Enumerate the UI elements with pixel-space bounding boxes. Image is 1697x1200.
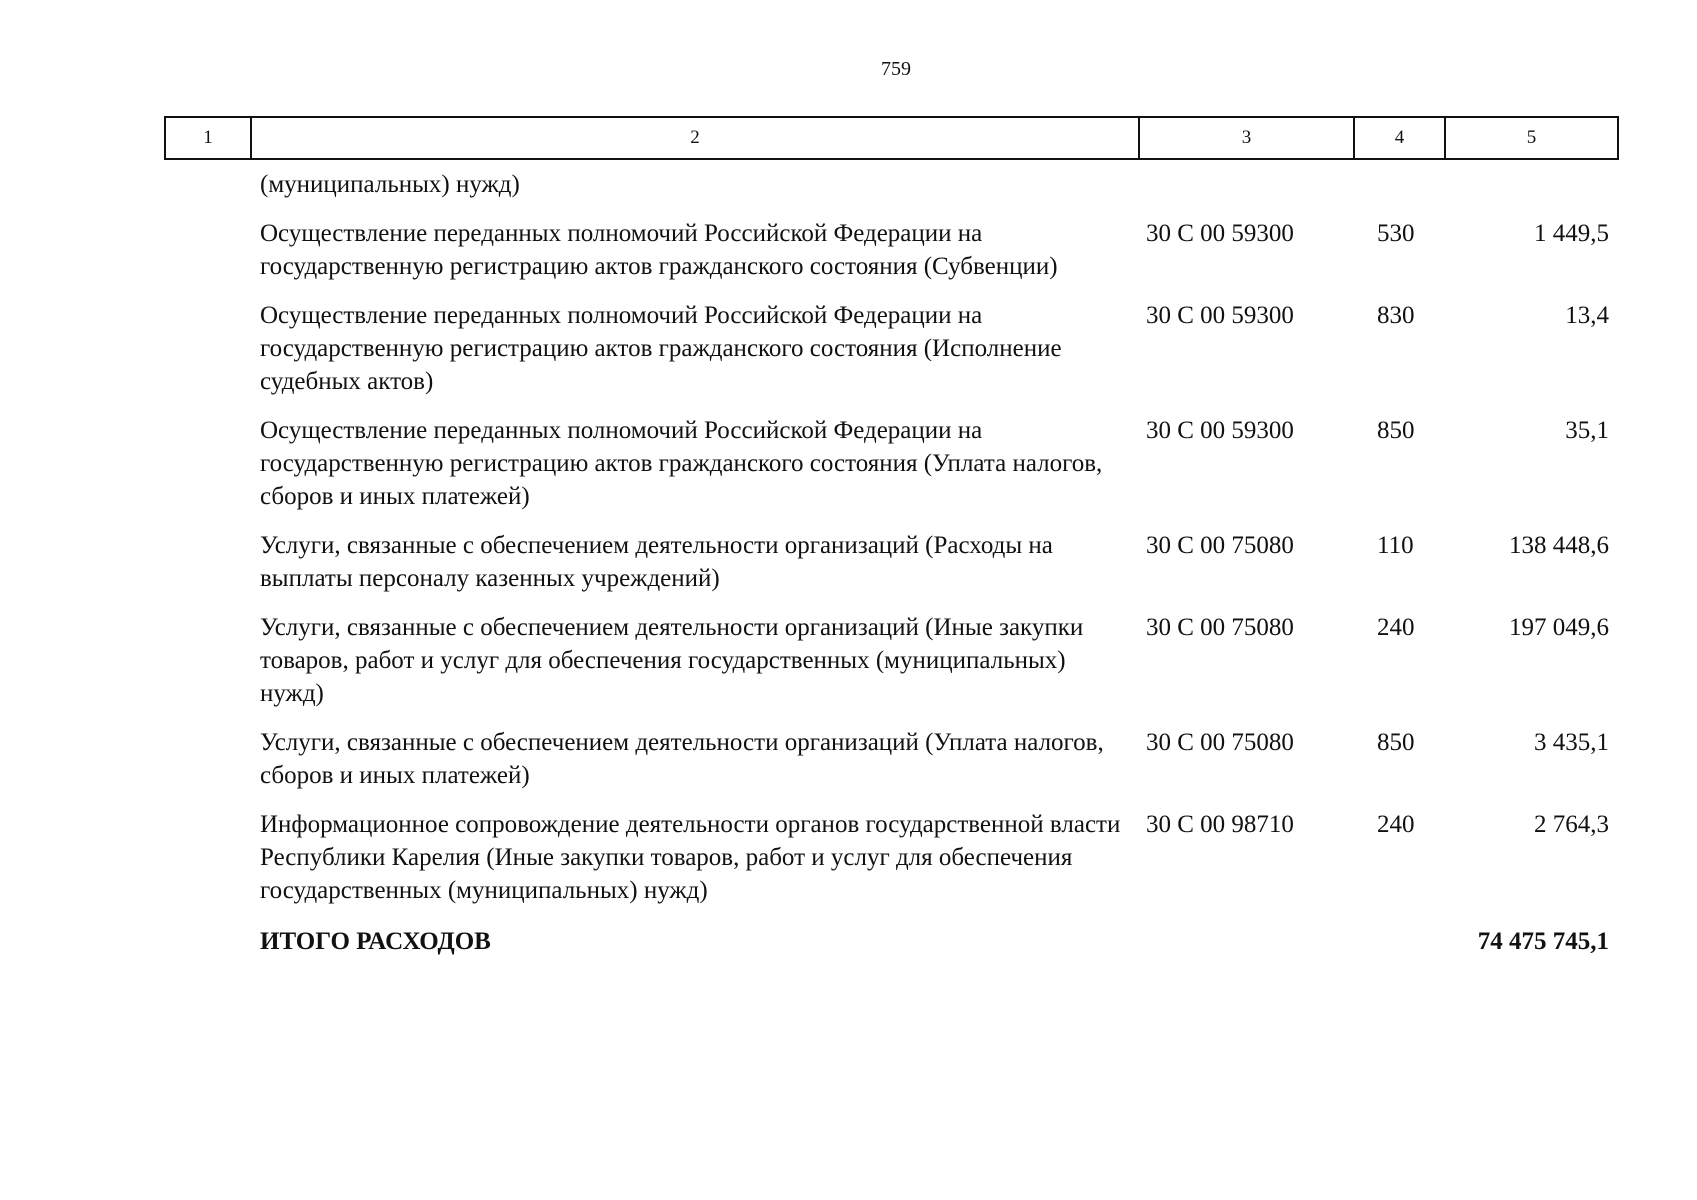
row-type: 850	[1377, 729, 1415, 756]
table-row	[164, 808, 1617, 923]
row-type: 240	[1377, 614, 1415, 641]
row-code: 30 С 00 59300	[1146, 302, 1294, 329]
continuation-row	[164, 168, 1617, 217]
table-row	[164, 726, 1617, 808]
column-header-row	[165, 117, 1618, 159]
row-description: Информационное сопровождение деятельности органов государственной власти Республики Карелия (Иные закупки товаров, работ и услуг для обеспечения государственных (муниципальных) нужд)	[260, 811, 1121, 904]
column-header-5: 5	[1445, 117, 1618, 159]
row-code: 30 С 00 75080	[1146, 729, 1294, 756]
row-code: 30 С 00 98710	[1146, 811, 1294, 838]
continuation-text: (муниципальных) нужд)	[260, 171, 520, 198]
table-row	[164, 299, 1617, 414]
row-description: Осуществление переданных полномочий Российской Федерации на государственную регистрацию актов гражданского состояния (Уплата налогов, сборов и иных платежей)	[260, 417, 1103, 510]
table-row	[164, 414, 1617, 529]
row-description: Услуги, связанные с обеспечением деятельности организаций (Иные закупки товаров, работ и услуг для обеспечения государственных (муниципальных) нужд)	[260, 614, 1084, 707]
row-amount: 35,1	[1565, 417, 1609, 444]
column-header-4: 4	[1354, 117, 1445, 159]
row-description: Осуществление переданных полномочий Российской Федерации на государственную регистрацию актов гражданского состояния (Субвенции)	[260, 220, 1058, 280]
row-amount: 13,4	[1565, 302, 1609, 329]
table-row	[164, 611, 1617, 726]
total-row	[164, 923, 1617, 958]
column-header-table	[164, 116, 1619, 160]
row-type: 240	[1377, 811, 1415, 838]
row-code: 30 С 00 75080	[1146, 532, 1294, 559]
row-description: Осуществление переданных полномочий Российской Федерации на государственную регистрацию актов гражданского состояния (Исполнение судебных актов)	[260, 302, 1062, 395]
row-amount: 3 435,1	[1534, 729, 1609, 756]
row-type: 830	[1377, 302, 1415, 329]
row-amount: 1 449,5	[1534, 220, 1609, 247]
row-amount: 197 049,6	[1509, 614, 1609, 641]
total-label: ИТОГО РАСХОДОВ	[260, 928, 491, 955]
column-header-1: 1	[165, 117, 251, 159]
row-amount: 2 764,3	[1534, 811, 1609, 838]
row-type: 530	[1377, 220, 1415, 247]
row-code: 30 С 00 75080	[1146, 614, 1294, 641]
row-code: 30 С 00 59300	[1146, 220, 1294, 247]
row-code: 30 С 00 59300	[1146, 417, 1294, 444]
table-row	[164, 217, 1617, 299]
row-description: Услуги, связанные с обеспечением деятельности организаций (Расходы на выплаты персоналу казенных учреждений)	[260, 532, 1053, 592]
expenses-table	[164, 168, 1617, 958]
page-number: 759	[881, 58, 911, 80]
table-row	[164, 529, 1617, 611]
total-amount: 74 475 745,1	[1477, 928, 1609, 955]
row-type: 110	[1377, 532, 1414, 559]
row-description: Услуги, связанные с обеспечением деятельности организаций (Уплата налогов, сборов и иных платежей)	[260, 729, 1104, 789]
column-header-2: 2	[251, 117, 1139, 159]
row-type: 850	[1377, 417, 1415, 444]
row-amount: 138 448,6	[1509, 532, 1609, 559]
column-header-3: 3	[1139, 117, 1354, 159]
